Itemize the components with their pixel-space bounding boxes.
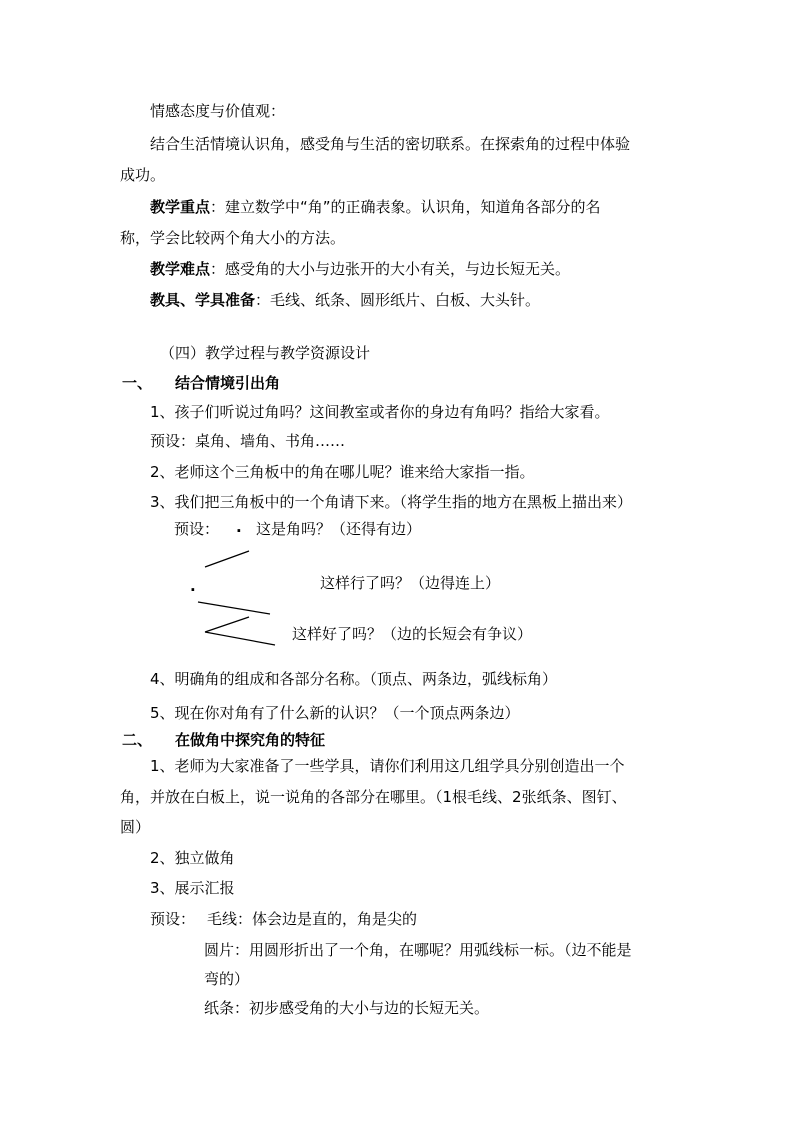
part-2-circle-line-2: 弯的） (204, 970, 250, 988)
tools-text: ：毛线、纸条、圆形纸片、白板、大头针。 (255, 291, 541, 309)
part-2-number: 二、 (122, 731, 153, 749)
attitude-line-1: 结合生活情境认识角，感受角与生活的密切联系。在探索角的过程中体验 (150, 135, 631, 153)
attitude-line-2: 成功。 (120, 166, 166, 184)
part-2-item-3: 3、展示汇报 (150, 879, 235, 897)
part-1-number: 一、 (122, 374, 153, 392)
part-1-item-2: 2、老师这个三角板中的角在哪儿呢？谁来给大家指一指。 (150, 463, 535, 481)
part-1-question-3: 这样好了吗？（边的长短会有争议） (292, 625, 533, 643)
part-2-item-2: 2、独立做角 (150, 849, 235, 867)
vertex-dot-1: . (236, 518, 242, 536)
part-2-item-1-line-2: 角，并放在白板上，说一说角的各部分在哪里。（1根毛线、2张纸条、图钉、 (120, 788, 627, 806)
section-4-title: （四）教学过程与教学资源设计 (160, 344, 371, 362)
difficulty-text: ：感受角的大小与边张开的大小有关，与边长短无关。 (210, 260, 571, 278)
part-2-paper: 纸条：初步感受角的大小与边的长短无关。 (204, 999, 490, 1017)
part-1-item-3: 3、我们把三角板中的一个角请下来。（将学生指的地方在黑板上描出来） (150, 493, 633, 511)
part-1-item-4: 4、明确角的组成和各部分名称。（顶点、两条边，弧线标角） (150, 670, 558, 688)
part-1-item-5: 5、现在你对角有了什么新的认识？（一个顶点两条边） (150, 704, 520, 722)
part-2-preset-label: 预设： (150, 910, 196, 928)
part-2-yarn: 毛线：体会边是直的，角是尖的 (207, 910, 418, 928)
part-1-preset-1: 预设：桌角、墙角、书角…… (150, 432, 346, 450)
key-points-label: 教学重点 (150, 198, 211, 216)
key-points-line-2: 称，学会比较两个角大小的方法。 (120, 229, 346, 247)
lower-arm-line (205, 632, 275, 645)
upper-arm-line (205, 617, 249, 632)
part-1-question-2: 这样行了吗？（边得连上） (320, 574, 501, 592)
difficulty-label: 教学难点 (150, 260, 211, 278)
part-1-preset-label: 预设： (174, 520, 220, 538)
part-2-circle-line-1: 圆片：用圆形折出了一个角，在哪呢？用弧线标一标。（边不能是 (204, 941, 632, 959)
part-2-title: 在做角中探究角的特征 (175, 731, 326, 749)
attitude-heading: 情感态度与价值观： (150, 102, 286, 120)
tools-label: 教具、学具准备 (150, 291, 256, 309)
vertex-dot-2: . (190, 577, 196, 595)
key-points-text: ：建立数学中“角”的正确表象。认识角，知道角各部分的名 (210, 198, 601, 216)
part-1-title: 结合情境引出角 (175, 374, 281, 392)
part-1-question-1: 这是角吗？（还得有边） (256, 520, 422, 538)
top-ray-line (198, 602, 270, 614)
part-2-item-1-line-3: 圆） (120, 818, 151, 836)
part-1-item-1: 1、孩子们听说过角吗？这间教室或者你的身边有角吗？指给大家看。 (150, 403, 610, 421)
part-2-item-1-line-1: 1、老师为大家准备了一些学具，请你们利用这几组学具分别创造出一个 (150, 757, 625, 775)
single-ray-line (205, 551, 249, 567)
